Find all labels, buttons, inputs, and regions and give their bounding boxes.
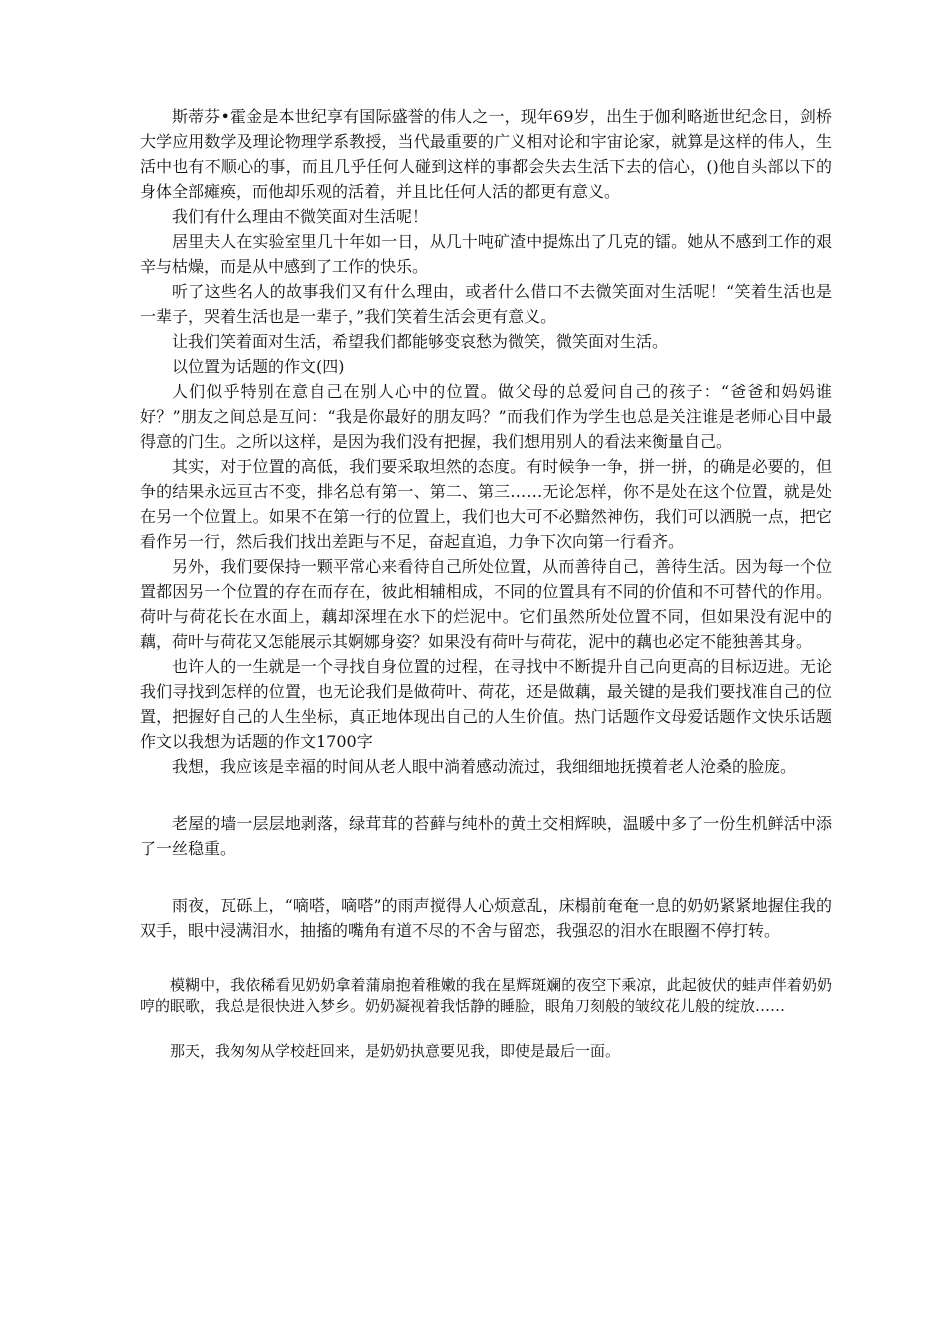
paragraph: 听了这些名人的故事我们又有什么理由，或者什么借口不去微笑面对生活呢！“笑着生活也是一辈子，哭着生活也是一辈子，”我们笑着生活会更有意义。 bbox=[140, 282, 832, 326]
paragraph: 让我们笑着面对生活，希望我们都能够变哀愁为微笑，微笑面对生活。 bbox=[172, 332, 669, 351]
paragraph: 我们有什么理由不微笑面对生活呢！ bbox=[172, 207, 429, 226]
paragraph: 人们似乎特别在意自己在别人心中的位置。做父母的总爱问自己的孩子：“爸爸和妈妈谁好？”朋友之间总是互问：“我是你最好的朋友吗？”而我们作为学生也总是关注谁是老师心目中最得意的门生。之所以这样，是因为我们没有把握，我们想用别人的看法来衡量自己。 bbox=[140, 382, 832, 451]
paragraph: 我想，我应该是幸福的时间从老人眼中淌着感动流过，我细细地抚摸着老人沧桑的脸庞。 bbox=[172, 757, 797, 776]
paragraph: 另外，我们要保持一颗平常心来看待自己所处位置，从而善待自己，善待生活。因为每一个位置都因另一个位置的存在而存在，彼此相辅相成，不同的位置具有不同的价值和不可替代的作用。荷叶与荷花长在水面上，藕却深埋在水下的烂泥中。它们虽然所处位置不同，但如果没有泥中的藕，荷叶与荷花又怎能展示其婀娜身姿？如果没有荷叶与荷花，泥中的藕也必定不能独善其身。 bbox=[140, 557, 832, 651]
paragraph: 居里夫人在实验室里几十年如一日，从几十吨矿渣中提炼出了几克的镭。她从不感到工作的艰辛与枯燥，而是从中感到了工作的快乐。 bbox=[140, 232, 832, 276]
paragraph: 模糊中，我依稀看见奶奶拿着蒲扇抱着稚嫩的我在星辉斑斓的夜空下乘凉，此起彼伏的蛙声伴着奶奶哼的眠歌，我总是很快进入梦乡。奶奶凝视着我恬静的睡脸，眼角刀刻般的皱纹花儿般的绽放…… bbox=[140, 976, 832, 1015]
document-body bbox=[140, 104, 832, 1062]
paragraph: 其实，对于位置的高低，我们要采取坦然的态度。有时候争一争，拼一拼，的确是必要的，但争的结果永远亘古不变，排名总有第一、第二、第三……无论怎样，你不是处在这个位置，就是处在另一个位置上。如果不在第一行的位置上，我们也大可不必黯然神伤，我们可以洒脱一点，把它看作另一行，然后我们找出差距与不足，奋起直追，力争下次向第一行看齐。 bbox=[140, 457, 832, 551]
paragraph: 老屋的墙一层层地剥落，绿茸茸的苔藓与纯朴的黄土交相辉映，温暖中多了一份生机鲜活中添了一丝稳重。 bbox=[140, 814, 832, 858]
paragraph: 那天，我匆匆从学校赶回来，是奶奶执意要见我，即使是最后一面。 bbox=[170, 1042, 621, 1060]
section-heading: 以位置为话题的作文(四) bbox=[172, 357, 345, 376]
paragraph: 斯蒂芬•霍金是本世纪享有国际盛誉的伟人之一，现年69岁，出生于伽利略逝世纪念日，剑桥大学应用数学及理论物理学系教授，当代最重要的广义相对论和宇宙论家，就算是这样的伟人，生活中也有不顺心的事，而且几乎任何人碰到这样的事都会失去生活下去的信心，()他自头部以下的身体全部瘫痪，而他却乐观的活着，并且比任何人活的都更有意义。 bbox=[140, 107, 832, 201]
paragraph: 雨夜，瓦砾上，“嘀嗒，嘀嗒”的雨声搅得人心烦意乱，床榻前奄奄一息的奶奶紧紧地握住我的双手，眼中浸满泪水，抽搐的嘴角有道不尽的不舍与留恋，我强忍的泪水在眼圈不停打转。 bbox=[140, 896, 832, 940]
paragraph: 也许人的一生就是一个寻找自身位置的过程，在寻找中不断提升自己向更高的目标迈进。无论我们寻找到怎样的位置，也无论我们是做荷叶、荷花，还是做藕，最关键的是我们要找准自己的位置，把握好自己的人生坐标，真正地体现出自己的人生价值。热门话题作文母爱话题作文快乐话题作文以我想为话题的作文1700字 bbox=[140, 657, 832, 751]
